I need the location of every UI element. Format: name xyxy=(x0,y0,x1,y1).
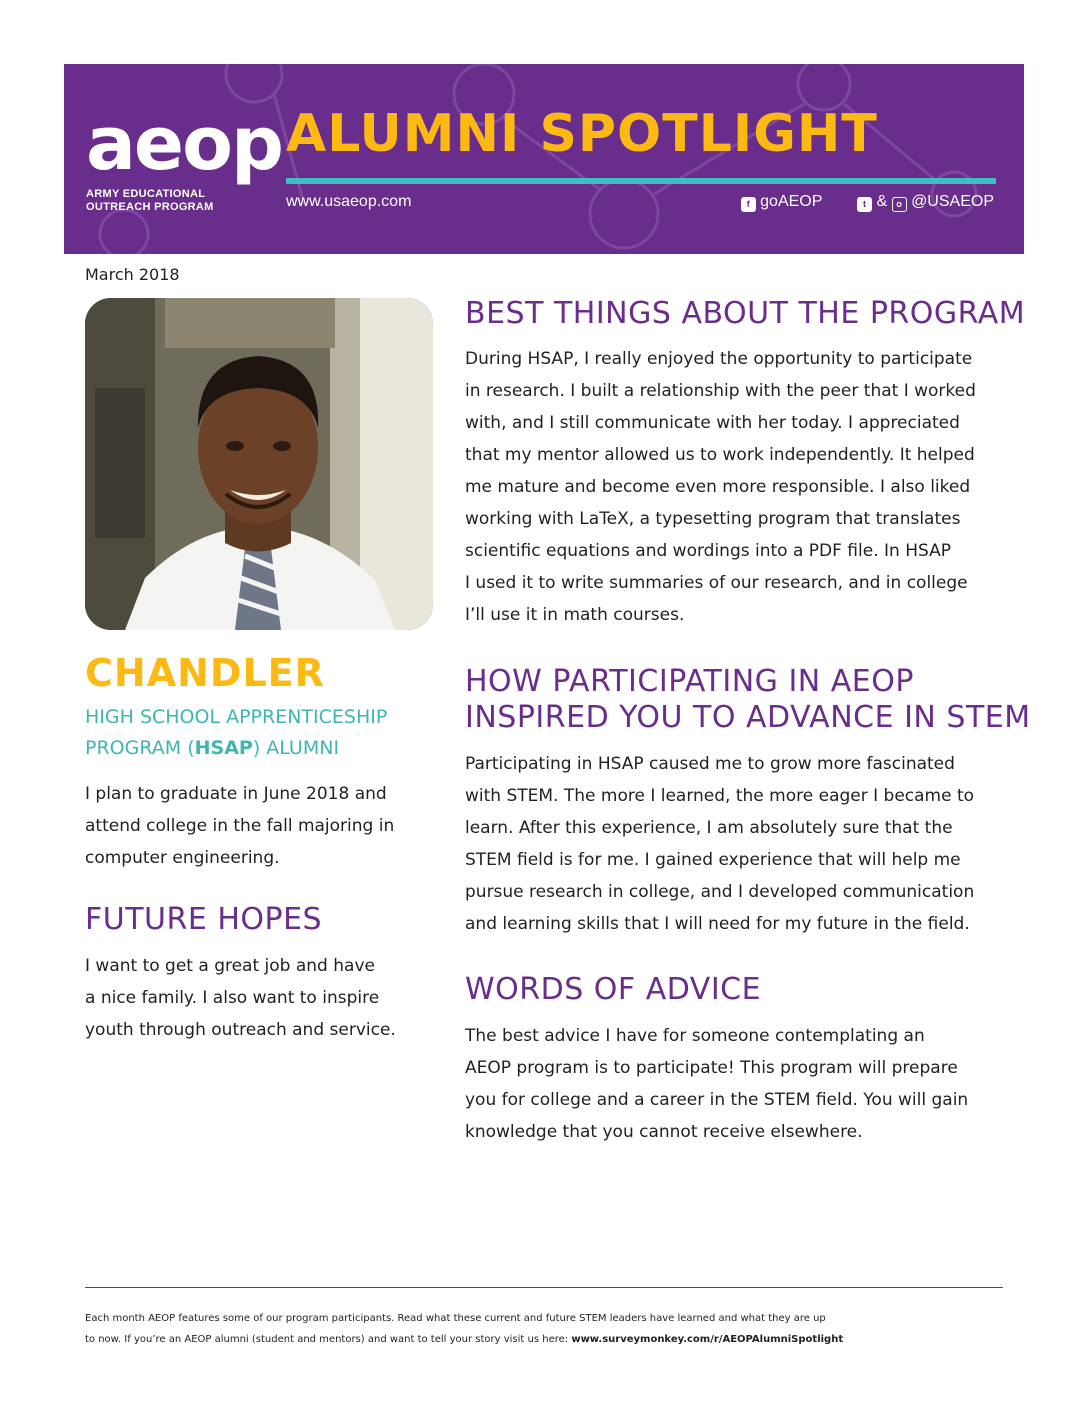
text-line: I used it to write summaries of our research, and in college xyxy=(465,573,968,593)
text-line: scientific equations and wordings into a PDF file. In HSAP xyxy=(465,541,951,561)
text-line: AEOP program is to participate! This program will prepare xyxy=(465,1058,958,1078)
program-line: HIGH SCHOOL APPRENTICESHIP xyxy=(85,706,388,728)
program-abbreviation: HSAP xyxy=(194,737,253,759)
text-line: computer engineering. xyxy=(85,848,280,868)
plan-paragraph xyxy=(85,778,394,874)
page-title: ALUMNI SPOTLIGHT xyxy=(286,104,878,164)
twitter-icon[interactable]: t xyxy=(857,197,872,212)
future-hopes-heading: FUTURE HOPES xyxy=(85,902,323,937)
text-line: you for college and a career in the STEM field. You will gain xyxy=(465,1090,969,1110)
inspired-paragraph xyxy=(465,748,974,940)
text-line: attend college in the fall majoring in xyxy=(85,816,395,836)
footer-divider xyxy=(85,1287,1003,1288)
text-line: learn. After this experience, I am absolutely sure that the xyxy=(465,818,953,838)
text-line: a nice family. I also want to inspire xyxy=(85,988,380,1008)
text-line: and learning skills that I will need for my future in the field. xyxy=(465,914,970,934)
text-line: I plan to graduate in June 2018 and xyxy=(85,784,387,804)
text-line: knowledge that you cannot receive elsewhere. xyxy=(465,1122,863,1142)
best-things-heading: BEST THINGS ABOUT THE PROGRAM xyxy=(465,296,1026,331)
logo-subtitle-line: ARMY EDUCATIONAL xyxy=(86,188,206,200)
text-line: I want to get a great job and have xyxy=(85,956,375,976)
title-underline xyxy=(286,178,996,184)
survey-link[interactable]: www.surveymonkey.com/r/AEOPAlumniSpotlight xyxy=(571,1334,844,1345)
logo-wordmark: aeop xyxy=(86,101,282,187)
text-line: STEM field is for me. I gained experience that will help me xyxy=(465,850,961,870)
text-line: Participating in HSAP caused me to grow more fascinated xyxy=(465,754,955,774)
facebook-handle[interactable]: goAEOP xyxy=(760,193,823,210)
footer-note xyxy=(85,1308,1015,1350)
text-line: in research. I built a relationship with the peer that I worked xyxy=(465,381,976,401)
instagram-icon[interactable]: o xyxy=(892,197,907,212)
text-line: I’ll use it in math courses. xyxy=(465,605,685,625)
best-things-paragraph xyxy=(465,343,976,631)
heading-line: HOW PARTICIPATING IN AEOP xyxy=(465,664,914,699)
text-line: with, and I still communicate with her today. I appreciated xyxy=(465,413,960,433)
alumni-name: CHANDLER xyxy=(85,651,325,695)
text-line: pursue research in college, and I developed communication xyxy=(465,882,975,902)
heading-line: INSPIRED YOU TO ADVANCE IN STEM xyxy=(465,700,1031,735)
twitter-instagram-handle[interactable]: @USAEOP xyxy=(911,193,994,210)
website-link[interactable]: www.usaeop.com xyxy=(286,193,412,210)
ampersand: & xyxy=(876,193,888,210)
program-line: PROGRAM (HSAP) ALUMNI xyxy=(85,737,340,759)
advice-paragraph xyxy=(465,1020,968,1148)
issue-date: March 2018 xyxy=(85,265,180,284)
text-line: youth through outreach and service. xyxy=(85,1020,396,1040)
text-line: that my mentor allowed us to work independently. It helped xyxy=(465,445,975,465)
footer-line: to now. If you’re an AEOP alumni (student and mentors) and want to tell your story visit us here: www.surveymonkey.com/r/AEOPAlumniSpotlight xyxy=(85,1334,844,1345)
alumni-photo xyxy=(85,298,433,630)
aeop-logo xyxy=(86,101,286,234)
advice-heading: WORDS OF ADVICE xyxy=(465,972,762,1007)
text-line: During HSAP, I really enjoyed the opportunity to participate xyxy=(465,349,973,369)
inspired-heading xyxy=(465,664,1031,736)
social-links xyxy=(741,192,994,212)
logo-subtitle xyxy=(86,188,246,214)
text-line: with STEM. The more I learned, the more eager I became to xyxy=(465,786,975,806)
logo-subtitle-line: OUTREACH PROGRAM xyxy=(86,201,214,213)
text-line: me mature and become even more responsible. I also liked xyxy=(465,477,971,497)
text-line: working with LaTeX, a typesetting program that translates xyxy=(465,509,961,529)
text-line: The best advice I have for someone contemplating an xyxy=(465,1026,925,1046)
facebook-icon[interactable]: f xyxy=(741,197,756,212)
future-hopes-paragraph xyxy=(85,950,396,1046)
alumni-program xyxy=(85,702,445,764)
footer-line: Each month AEOP features some of our program participants. Read what these current and future STEM leaders have learned and what they are up xyxy=(85,1313,826,1324)
header-banner xyxy=(64,64,1024,254)
